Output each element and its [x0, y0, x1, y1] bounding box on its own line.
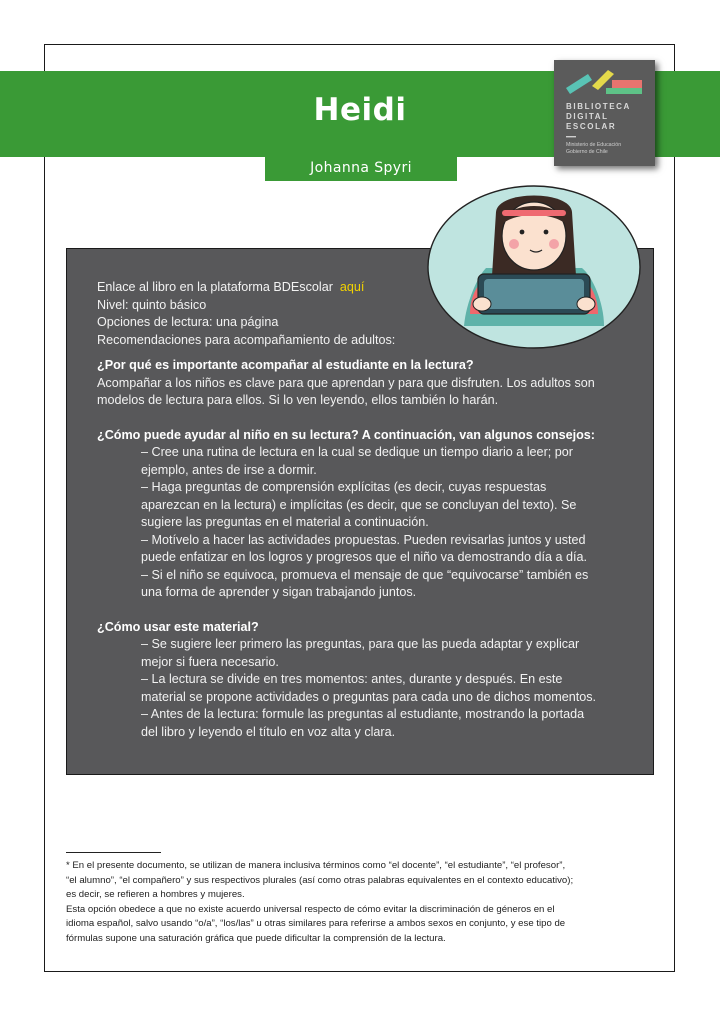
biblioteca-digital-escolar-logo — [554, 60, 655, 166]
book-link-line — [97, 279, 637, 297]
footnote-line: * En el presente documento, se utilizan de manera inclusiva términos como “el docente”, “el estudiante”, “el profesor”, — [66, 860, 566, 871]
tip-line: ejemplo, antes de irse a dormir. — [141, 462, 317, 477]
footnote-line: es decir, se refieren a hombres y mujeres. — [66, 889, 245, 900]
tip-line: una forma de aprender y sigan trabajando juntos. — [141, 585, 417, 599]
question-why-accompany: ¿Por qué es importante acompañar al estudiante en la lectura? — [97, 358, 474, 372]
tip-line: sugiere las preguntas en el material a continuación. — [141, 515, 429, 529]
book-link[interactable]: aquí — [339, 280, 365, 294]
usage-line: – Antes de la lectura: formule las preguntas al estudiante, mostrando la portada — [141, 707, 585, 721]
question-how-use: ¿Cómo usar este material? — [97, 619, 259, 634]
question-how-help: ¿Cómo puede ayudar al niño en su lectura? A continuación, van algunos consejos: — [97, 427, 595, 442]
tip-line: – Si el niño se equivoca, promueva el mensaje de que “equivocarse” también es — [141, 567, 589, 582]
book-link-prefix: Enlace al libro en la plataforma BDEscolar — [97, 280, 333, 294]
footnote-line: idioma español, salvo usando “o/a”, “los/las” u otras similares para referirse a ambos sexos en conjunto, y ese tipo de — [66, 918, 566, 929]
tip-line: – Haga preguntas de comprensión explícitas (es decir, cuyas respuestas — [141, 480, 547, 494]
adult-recommendations-heading: Recomendaciones para acompañamiento de adultos: — [97, 332, 396, 347]
logo-word-3: ESCOLAR — [566, 122, 617, 131]
tip-line: puede enfatizar en los logros y progresos que el niño va demostrando día a día. — [141, 550, 587, 564]
answer-line: modelos de lectura para ellos. Si lo ven leyendo, ellos también lo harán. — [97, 393, 499, 407]
usage-line: – La lectura se divide en tres momentos: antes, durante y después. En este — [141, 672, 563, 686]
logo-ministry: Ministerio de Educación — [566, 142, 622, 148]
footnote — [66, 859, 666, 946]
usage-line: mejor si fuera necesario. — [141, 654, 279, 669]
usage-line: – Se sugiere leer primero las preguntas, para que las pueda adaptar y explicar — [141, 637, 580, 651]
answer-line: Acompañar a los niños es clave para que aprendan y para que disfruten. Los adultos son — [97, 375, 595, 390]
guidance-text — [97, 279, 637, 741]
book-title: Heidi — [313, 92, 407, 128]
logo-divider — [566, 136, 576, 138]
usage-line: del libro y leyendo el título en voz alta y clara. — [141, 724, 396, 739]
usage-line: material se propone actividades o preguntas para cada uno de dichos momentos. — [141, 689, 597, 704]
reading-level: Nivel: quinto básico — [97, 297, 207, 312]
footnote-line: “el alumno”, “el compañero” y sus respectivos plurales (así como otras palabras equivalentes en el contexto educativo); — [66, 874, 574, 886]
tip-line: – Motívelo a hacer las actividades propuestas. Pueden revisarlas juntos y usted — [141, 532, 586, 547]
footnote-divider — [66, 852, 161, 853]
book-author: Johanna Spyri — [310, 160, 412, 176]
footnote-line: Esta opción obedece a que no existe acuerdo universal respecto de cómo evitar la discriminación de géneros en el — [66, 903, 555, 915]
reading-options: Opciones de lectura: una página — [97, 315, 279, 329]
logo-word-1: BIBLIOTECA — [566, 102, 631, 111]
footnote-line: fórmulas supone una saturación gráfica que puede dificultar la comprensión de la lectura. — [66, 932, 446, 944]
logo-mark-icon — [562, 66, 648, 100]
logo-government: Gobierno de Chile — [566, 149, 608, 155]
logo-word-2: DIGITAL — [566, 112, 609, 121]
tip-line: aparezcan en la lectura) e implícitas (es decir, que se concluyan del texto). Se — [141, 497, 577, 512]
tip-line: – Cree una rutina de lectura en la cual se dedique un tiempo diario a leer; por — [141, 445, 573, 459]
